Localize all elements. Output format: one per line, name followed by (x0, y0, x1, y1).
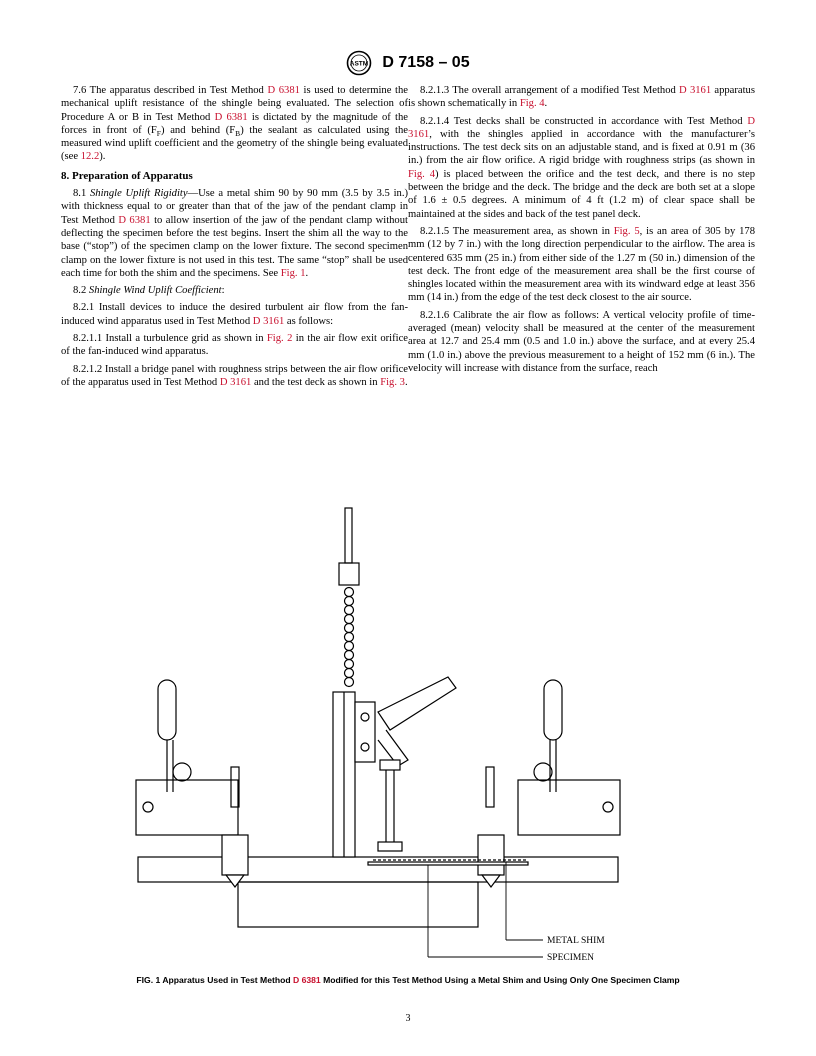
right-column (408, 84, 755, 379)
pendant-clamp-lever (378, 677, 456, 730)
ref-link-d3161[interactable]: D 3161 (679, 85, 712, 96)
paragraph-8-2-1-4: 8.2.1.4 Test decks shall be constructed in accordance with Test Method D 3161, with the shingles applied in accordance with the manufacturer’s instructions. The test deck sits on an adjustable stand, and is fixed at 0.91 m (36 in.) from the air flow orifice. A rigid bridge with roughness strips (as shown in Fig. 4) is placed between the orifice and the test deck, and there is no step between the bridge and the deck. The bridge and the deck are both set at a slope of 1.6 ± 0.5 degrees. A minimum of 4 ft (1.2 m) of clear space shall be maintained at the sides and back of the test panel deck. (408, 115, 755, 220)
specimen-strip (368, 862, 528, 865)
ref-link-fig2[interactable]: Fig. 2 (266, 333, 293, 345)
bead-chain (345, 588, 354, 687)
page-header (0, 50, 816, 76)
paragraph-8-2-1: 8.2.1 Install devices to induce the desired turbulent air flow from the fan-induced wind apparatus used in Test Method D 3161 as follows: (61, 302, 408, 327)
paragraph-8-2: 8.2 Shingle Wind Uplift Coefficient: (73, 285, 225, 297)
pendant-rod (345, 508, 352, 563)
figure-caption: FIG. 1 Apparatus Used in Test Method D 6381 Modified for this Test Method Using a Metal Shim and Using Only One Specimen Clamp (136, 975, 680, 985)
right-clamp-block (518, 780, 620, 835)
left-clamp-block (136, 780, 238, 835)
thumb-screw (378, 842, 402, 851)
paragraph-8-2-1-2: 8.2.1.2 Install a bridge panel with roughness strips between the air flow orifice of the apparatus used in Test Method D 3161 and the test deck as shown in Fig. 3. (61, 363, 408, 388)
ref-link-fig1[interactable]: Fig. 1 (280, 267, 306, 279)
base-plate (138, 857, 618, 882)
right-toggle-handle (544, 680, 562, 740)
ref-link-fig3[interactable]: Fig. 3 (380, 376, 405, 388)
ref-link-d6381[interactable]: D 6381 (214, 111, 248, 123)
paragraph-8-2-1-3: 8.2.1.3 The overall arrangement of a modified Test Method D 3161 apparatus is shown schematically in Fig. 4. (408, 85, 755, 110)
ref-link-d6381[interactable]: D 6381 (267, 85, 300, 96)
ref-link-fig4[interactable]: Fig. 4 (519, 98, 545, 110)
paragraph-7-6: 7.6 The apparatus described in Test Method D 6381 is used to determine the mechanical uplift resistance of the shingle being evaluated. The selection of Procedure A or B in Test Method D 6381 is dictated by the magnitude of the forces in front of $(F_F)$ and behind $(F_B)$ the sealant as calculated using the measured wind uplift coefficient and the geometry of the shingle being evaluated (see 12.2). (61, 85, 409, 163)
paragraph-8-1: 8.1 Shingle Uplift Rigidity—Use a metal shim 90 by 90 mm (3.5 by 3.5 in.) with thickness equal to or greater than that of the jaw of the pendant clamp in Test Method D 6381 to allow insertion of the jaw of the pendant clamp without deflecting the specimen before the test begins. Insert the shim all the way to the base (“stop”) of the specimen clamp on the lower fixture. The second specimen clamp on the lower fixture is not used in this test. The same “stop” shall be used each time for both the shim and the specimens. See Fig. 1. (61, 188, 408, 279)
ref-link-d3161[interactable]: D 3161 (408, 115, 755, 140)
paragraph-8-2-1-5: 8.2.1.5 The measurement area, as shown in Fig. 5, is an area of 305 by 178 mm (12 by 7 in.) with the long direction perpendicular to the airflow. The area is centered 635 mm (25 in.) from either side of the 1.27 m (50 in.) dimension of the test deck. The front edge of the measurement area shall be the first course of shingles located within the measurement area with its windward edge at least 356 mm (14 in.) from the edge of the test deck closest to the air source. (408, 225, 756, 304)
page-number: 3 (405, 1013, 411, 1024)
section-heading-8: 8. Preparation of Apparatus (61, 169, 193, 182)
standard-designation: D 7158 – 05 (382, 54, 470, 71)
label-metal-shim: METAL SHIM (547, 936, 605, 946)
apparatus-diagram (118, 502, 698, 972)
ref-link-d6381[interactable]: D 6381 (293, 975, 321, 985)
ref-link-12-2[interactable]: 12.2 (80, 151, 100, 163)
astm-logo-icon (346, 50, 372, 76)
ref-link-d3161[interactable]: D 3161 (219, 376, 252, 388)
svg-text:ASTM: ASTM (350, 60, 369, 68)
paragraph-8-2-1-1: 8.2.1.1 Install a turbulence grid as shown in Fig. 2 in the air flow exit orifice of the fan-induced wind apparatus. (61, 333, 408, 358)
left-toggle-handle (158, 680, 176, 740)
figure-1-apparatus-drawing (118, 502, 698, 972)
ref-link-d3161[interactable]: D 3161 (252, 315, 285, 327)
label-specimen: SPECIMEN (547, 953, 594, 963)
lower-stand (238, 882, 478, 927)
ref-link-fig5[interactable]: Fig. 5 (613, 225, 640, 237)
left-column (61, 84, 408, 393)
ref-link-d6381[interactable]: D 6381 (118, 214, 151, 226)
paragraph-8-2-1-6: 8.2.1.6 Calibrate the air flow as follows: A vertical velocity profile of time-averaged (mean) velocity shall be measured at the center of the measurement area at 12.7 and 25.4 mm (0.5 and 1.0 in.) above the surface, and at every 25.4 mm (1.0 in.) above the previous measurement to a height of 152 mm (6 in.). The velocity will increase with distance from the surface, reach (408, 309, 755, 374)
ref-link-fig4[interactable]: Fig. 4 (408, 168, 436, 180)
